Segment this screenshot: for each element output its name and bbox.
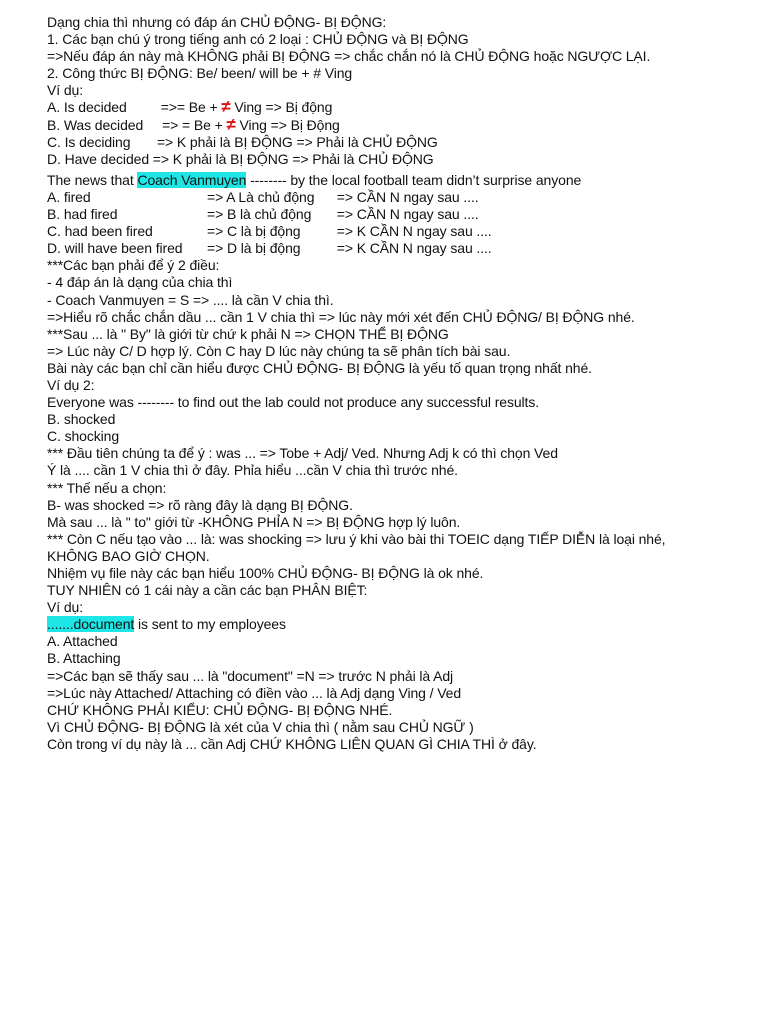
text-span: The news that bbox=[47, 171, 138, 188]
text-line: KHÔNG BAO GIỜ CHỌN. bbox=[47, 547, 210, 564]
text-line: Vì CHỦ ĐỘNG- BỊ ĐỘNG là xét của V chia thì ( nằm sau CHỦ NGỮ ) bbox=[47, 718, 474, 735]
text-line: =>Các bạn sẽ thấy sau ... là "document" =N => trước N phải là Adj bbox=[47, 667, 454, 684]
text-line: ***Các bạn phải để ý 2 điều: bbox=[47, 257, 220, 274]
answer-note: => B là chủ động bbox=[207, 206, 312, 223]
text-line: CHỨ KHÔNG PHẢI KIỂU: CHỦ ĐỘNG- BỊ ĐỘNG NHÉ. bbox=[47, 701, 393, 718]
option-line-b bbox=[47, 114, 762, 134]
example-label: Ví dụ: bbox=[47, 599, 83, 616]
text-span: A. Is decided =>= Be + bbox=[47, 99, 222, 116]
answer-option: D. will have been fired bbox=[47, 240, 183, 257]
text-span: Ving => Bị động bbox=[230, 99, 333, 116]
question-line bbox=[47, 616, 762, 633]
text-line: Ý là .... cần 1 V chia thì ở đây. Phỉa hiểu ...cần V chia thì trước nhé. bbox=[47, 462, 458, 479]
highlighted-text: .......document bbox=[47, 616, 135, 633]
text-line: =>Hiểu rõ chắc chắn dầu ... cần 1 V chia thì => lúc này mới xét đến CHỦ ĐỘNG/ BỊ ĐỘNG nhé. bbox=[47, 308, 635, 325]
answer-explanation: => K CẦN N ngay sau .... bbox=[333, 223, 492, 240]
text-line: *** Thế nếu a chọn: bbox=[47, 479, 167, 496]
text-line: Nhiệm vụ file này các bạn hiểu 100% CHỦ ĐỘNG- BỊ ĐỘNG là ok nhé. bbox=[47, 565, 484, 581]
text-span: Ving => Bị Động bbox=[235, 116, 340, 133]
text-line: ***Sau ... là " By" là giới từ chứ k phải N => CHỌN THỂ BỊ ĐỘNG bbox=[47, 325, 449, 342]
text-span: B. Was decided => = Be + bbox=[47, 116, 227, 133]
text-line: *** Còn C nếu tạo vào ... là: was shocking => lưu ý khi vào bài thi TOEIC dạng TIẾP DIỄN là loại nhé, bbox=[47, 530, 666, 547]
text-line: Mà sau ... là " to" giới từ -KHÔNG PHỈA N => BỊ ĐỘNG hợp lý luôn. bbox=[47, 513, 461, 530]
text-span: -------- by the local football team didn’t surprise anyone bbox=[246, 171, 582, 188]
answer-line-a bbox=[47, 189, 762, 206]
answer-note: => D là bị động bbox=[207, 240, 301, 257]
option-line-d: D. Have decided => K phải là BỊ ĐỘNG => Phải là CHỦ ĐỘNG bbox=[47, 150, 434, 167]
not-equal-icon: ≠ bbox=[221, 97, 231, 117]
text-span: is sent to my employees bbox=[134, 616, 286, 633]
option-line-c: C. Is deciding => K phải là BỊ ĐỘNG => Phải là CHỦ ĐỘNG bbox=[47, 133, 438, 150]
text-line: Còn trong ví dụ này là ... cần Adj CHỨ KHÔNG LIÊN QUAN GÌ CHIA THÌ ở đây. bbox=[47, 735, 537, 752]
text-line: => Lúc này C/ D hợp lý. Còn C hay D lúc này chúng ta sẽ phân tích bài sau. bbox=[47, 342, 511, 359]
answer-note: => A Là chủ động bbox=[207, 188, 315, 205]
text-line: =>Lúc này Attached/ Attaching có điền vào ... là Adj dạng Ving / Ved bbox=[47, 684, 462, 701]
text-line: *** Đầu tiên chúng ta để ý : was ... => Tobe + Adj/ Ved. Nhưng Adj k có thì chọn Ved bbox=[47, 445, 558, 462]
example-label: Ví dụ 2: bbox=[47, 376, 95, 393]
answer-explanation: => CẦN N ngay sau .... bbox=[333, 206, 479, 223]
text-line: - 4 đáp án là dạng của chia thì bbox=[47, 274, 233, 291]
answer-note: => C là bị động bbox=[207, 223, 301, 240]
heading-line: Dạng chia thì nhưng có đáp án CHỦ ĐỘNG- BỊ ĐỘNG: bbox=[47, 14, 387, 30]
text-line: TUY NHIÊN có 1 cái này a cần các bạn PHÂN BIỆT: bbox=[47, 582, 368, 599]
text-line: - Coach Vanmuyen = S => .... là cần V chia thì. bbox=[47, 291, 334, 308]
answer-line: B. shocked bbox=[47, 411, 116, 428]
question-line bbox=[47, 172, 762, 189]
highlighted-text: Coach Vanmuyen bbox=[137, 171, 247, 188]
text-line: =>Nếu đáp án này mà KHÔNG phải BỊ ĐỘNG => chắc chắn nó là CHỦ ĐỘNG hoặc NGƯỢC LẠI. bbox=[47, 48, 651, 65]
option-line-a bbox=[47, 99, 762, 116]
answer-line: C. shocking bbox=[47, 428, 120, 445]
example-label: Ví dụ: bbox=[47, 82, 83, 99]
answer-line-b bbox=[47, 206, 762, 223]
answer-explanation: => CẦN N ngay sau .... bbox=[333, 188, 479, 205]
answer-line-c bbox=[47, 223, 762, 240]
answer-line: A. Attached bbox=[47, 633, 118, 650]
answer-option: A. fired bbox=[47, 188, 91, 205]
question-line: Everyone was -------- to find out the lab could not produce any successful results. bbox=[47, 394, 540, 411]
answer-option: C. had been fired bbox=[47, 223, 153, 240]
text-line: Bài này các bạn chỉ cần hiểu được CHỦ ĐỘNG- BỊ ĐỘNG là yếu tố quan trọng nhất nhé. bbox=[47, 359, 592, 376]
text-line: 1. Các bạn chú ý trong tiếng anh có 2 loại : CHỦ ĐỘNG và BỊ ĐỘNG bbox=[47, 31, 469, 48]
text-line: B- was shocked => rõ ràng đây là dạng BỊ ĐỘNG. bbox=[47, 496, 353, 513]
not-equal-icon: ≠ bbox=[226, 114, 236, 134]
answer-line-d bbox=[47, 240, 762, 257]
answer-option: B. had fired bbox=[47, 206, 118, 223]
formula-line: 2. Công thức BỊ ĐỘNG: Be/ been/ will be + # Ving bbox=[47, 65, 353, 82]
document-body bbox=[47, 14, 762, 753]
answer-line: B. Attaching bbox=[47, 650, 121, 667]
answer-explanation: => K CẦN N ngay sau .... bbox=[333, 240, 492, 257]
